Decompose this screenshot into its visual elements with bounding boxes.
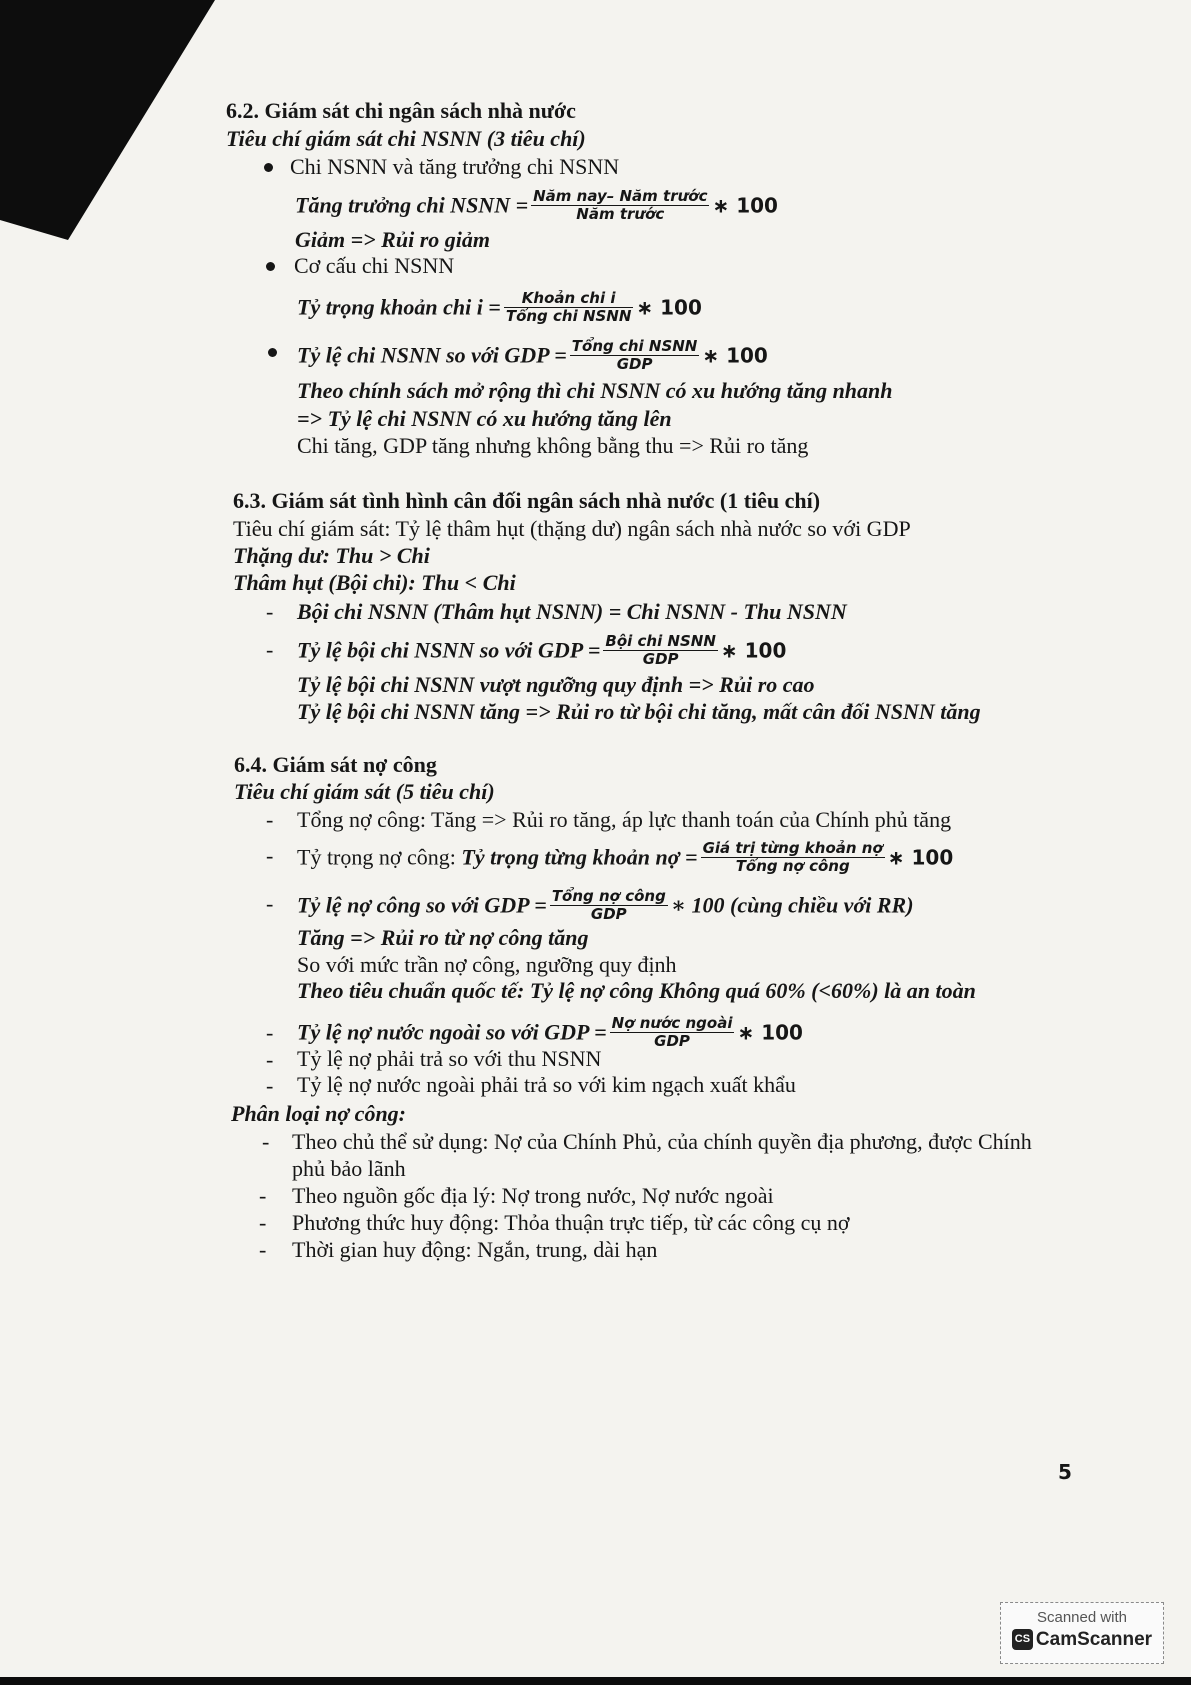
- dash: -: [266, 891, 274, 916]
- dash: -: [266, 1047, 274, 1072]
- formula-ty-le-chi: Tỷ lệ chi NSNN so với GDP = $\frac{\text{Tổng chi NSNN}}{\text{GDP}}$ ∗ 100: [297, 337, 768, 373]
- class-phuong-thuc: Phương thức huy động: Thỏa thuận trực tiếp, từ các công cụ nợ: [292, 1210, 850, 1235]
- fraction: $\frac{\text{Giá trị từng khoản nợ}}{\text{Tổng nợ công}}$: [702, 839, 883, 875]
- dash: -: [266, 637, 274, 662]
- dash: -: [259, 1183, 267, 1208]
- note-mo-rong: Theo chính sách mở rộng thì chi NSNN có xu hướng tăng nhanh: [297, 378, 893, 403]
- note-boi-chi-tang: Tỷ lệ bội chi NSNN tăng => Rủi ro từ bội chi tăng, mất cân đối NSNN tăng: [297, 699, 981, 724]
- note-xu-huong: => Tỷ lệ chi NSNN có xu hướng tăng lên: [297, 406, 672, 431]
- fraction: $\frac{\text{Năm nay– Năm trước}}{\text{Năm trước}}$: [533, 187, 708, 223]
- dash: -: [266, 1073, 274, 1098]
- section-6-3-title: 6.3. Giám sát tình hình cân đối ngân sách nhà nước (1 tiêu chí): [233, 488, 821, 513]
- formula-no-nuoc-ngoai: Tỷ lệ nợ nước ngoài so với GDP = $\frac{\text{Nợ nước ngoài}}{\text{GDP}}$ ∗ 100: [297, 1014, 803, 1050]
- dash: -: [266, 599, 274, 624]
- note-no-cong-tang: Tăng => Rủi ro từ nợ công tăng: [297, 925, 589, 950]
- camscanner-logo-icon: CS: [1012, 1629, 1033, 1650]
- class-nguon-goc: Theo nguồn gốc địa lý: Nợ trong nước, Nợ nước ngoài: [292, 1183, 774, 1208]
- note-giam: Giảm => Rủi ro giảm: [295, 227, 490, 252]
- no-phai-tra: Tỷ lệ nợ phải trả so với thu NSNN: [297, 1046, 602, 1071]
- camscanner-watermark: [1000, 1602, 1164, 1664]
- tong-no-cong: Tổng nợ công: Tăng => Rủi ro tăng, áp lực thanh toán của Chính phủ tăng: [297, 807, 952, 832]
- bullet-chi-nsnn: Chi NSNN và tăng trưởng chi NSNN: [290, 154, 620, 179]
- note-vuot-nguong: Tỷ lệ bội chi NSNN vượt ngưỡng quy định => Rủi ro cao: [297, 672, 815, 697]
- formula-ty-trong: Tỷ trọng khoản chi i = $\frac{\text{Khoản chi i}}{\text{Tổng chi NSNN}}$ ∗ 100: [297, 289, 702, 325]
- section-6-2-title: 6.2. Giám sát chi ngân sách nhà nước: [226, 98, 576, 123]
- fraction: $\frac{\text{Tổng chi NSNN}}{\text{GDP}}$: [571, 337, 698, 373]
- class-chu-the-cont: phủ bảo lãnh: [292, 1156, 406, 1181]
- dash: -: [266, 1020, 274, 1045]
- dash: -: [262, 1129, 270, 1154]
- class-thoi-gian: Thời gian huy động: Ngắn, trung, dài hạn: [292, 1237, 658, 1262]
- section-6-2-criteria: Tiêu chí giám sát chi NSNN (3 tiêu chí): [226, 126, 586, 151]
- scan-bottom-edge: [0, 1677, 1191, 1685]
- section-6-4-title: 6.4. Giám sát nợ công: [234, 752, 437, 777]
- dash: -: [266, 843, 274, 868]
- note-tieu-chuan: Theo tiêu chuẩn quốc tế: Tỷ lệ nợ công Không quá 60% (<60%) là an toàn: [297, 978, 976, 1003]
- bullet-co-cau: Cơ cấu chi NSNN: [294, 253, 455, 278]
- fraction: $\frac{\text{Tổng nợ công}}{\text{GDP}}$: [551, 887, 666, 923]
- bullet: [264, 163, 273, 172]
- dash: -: [266, 807, 274, 832]
- formula-ty-trong-no: Tỷ trọng nợ công: Tỷ trọng từng khoản nợ = $\frac{\text{Giá trị từng khoản nợ}}{\text{Tổng nợ công}}$ ∗ 100: [297, 839, 954, 875]
- bullet: [266, 262, 275, 271]
- surplus-definition: Thặng dư: Thu > Chi: [233, 543, 430, 568]
- class-chu-the: Theo chủ thể sử dụng: Nợ của Chính Phủ, của chính quyền địa phương, được Chính: [292, 1129, 1032, 1154]
- section-6-3-criteria: Tiêu chí giám sát: Tỷ lệ thâm hụt (thặng dư) ngân sách nhà nước so với GDP: [233, 516, 911, 541]
- camscanner-brand: CS CamScanner: [1001, 1629, 1163, 1651]
- note-chi-tang: Chi tăng, GDP tăng nhưng không bằng thu => Rủi ro tăng: [297, 433, 809, 458]
- classification-title: Phân loại nợ công:: [231, 1101, 407, 1126]
- dash: -: [259, 1237, 267, 1262]
- no-nuoc-ngoai-phai-tra: Tỷ lệ nợ nước ngoài phải trả so với kim ngạch xuất khẩu: [297, 1072, 796, 1097]
- fraction: $\frac{\text{Bội chi NSNN}}{\text{GDP}}$: [605, 632, 716, 668]
- bullet: [268, 348, 277, 357]
- note-muc-tran: So với mức trần nợ công, ngưỡng quy định: [297, 952, 677, 977]
- formula-ty-le-no-cong: Tỷ lệ nợ công so với GDP = $\frac{\text{Tổng nợ công}}{\text{GDP}}$ ∗ 100 (cùng chiều với RR): [297, 887, 914, 923]
- scanned-with-text: Scanned with: [1036, 1609, 1128, 1626]
- section-6-4-criteria: Tiêu chí giám sát (5 tiêu chí): [234, 779, 495, 804]
- deficit-formula: Bội chi NSNN (Thâm hụt NSNN) = Chi NSNN - Thu NSNN: [297, 599, 847, 624]
- page-number: 5: [1058, 1460, 1072, 1484]
- deficit-definition: Thâm hụt (Bội chi): Thu < Chi: [233, 570, 516, 595]
- scan-shadow-corner: [0, 0, 215, 240]
- formula-tang-truong: Tăng trưởng chi NSNN = $\frac{\text{Năm nay– Năm trước}}{\text{Năm trước}}$ ∗ 100: [295, 187, 778, 223]
- fraction: $\frac{\text{Khoản chi i}}{\text{Tổng chi NSNN}}$: [505, 289, 632, 325]
- dash: -: [259, 1210, 267, 1235]
- fraction: $\frac{\text{Nợ nước ngoài}}{\text{GDP}}$: [611, 1014, 733, 1050]
- formula-ty-le-boi-chi: Tỷ lệ bội chi NSNN so với GDP = $\frac{\text{Bội chi NSNN}}{\text{GDP}}$ ∗ 100: [297, 632, 787, 668]
